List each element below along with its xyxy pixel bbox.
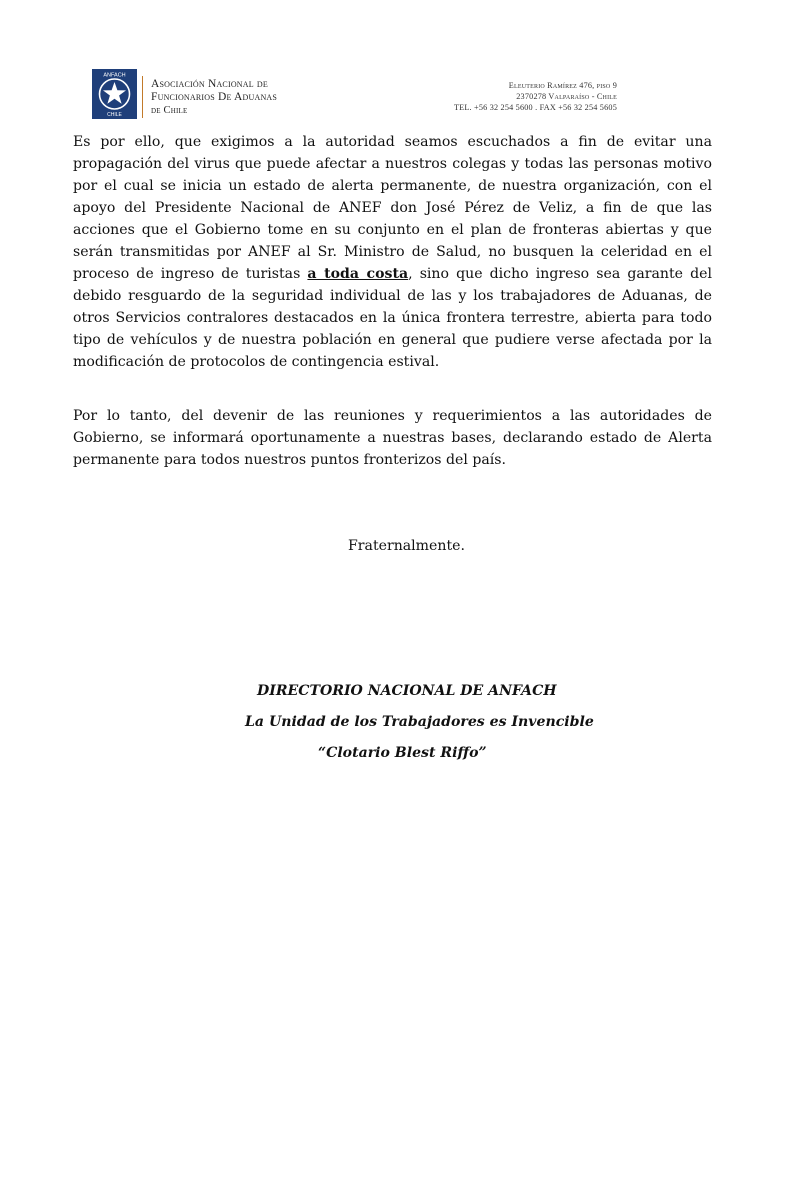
address-line-2: 2370278 Valparaíso - Chile	[516, 92, 617, 101]
address-line-3: TEL. +56 32 254 5600 . FAX +56 32 254 5605	[453, 103, 617, 112]
organization-address	[454, 80, 617, 113]
organization-name	[151, 78, 277, 117]
signature-line-2: La Unidad de los Trabajadores es Invencible	[245, 714, 594, 730]
org-line-2: Funcionarios De Aduanas	[151, 91, 278, 103]
anfach-logo	[92, 69, 137, 119]
paragraph-1-start: Es por ello, que exigimos a la autoridad seamos escuchados a fin de evitar una propagación del virus que puede afectar a nuestros colegas y todas las personas motivo por el cual se inicia un estado de alerta permanente, de nuestra organización, con el apoyo del Presidente Nacional de ANEF don José Pérez de Veliz, a fin de que las acciones que el Gobierno tome en su conjunto en el plan de fronteras abiertas y que serán transmitidas por ANEF al Sr. Ministro de Salud, no busquen la celeridad en el proceso de ingreso de turistas	[73, 134, 712, 282]
closing-salutation: Fraternalmente.	[348, 538, 465, 554]
paragraph-1-end: , sino que dicho ingreso sea garante del debido resguardo de la seguridad individual de las y los trabajadores de Aduanas, de otros Servicios contralores destacados en la única frontera terrestre, abierta para todo tipo de vehículos y de nuestra población en general que pudiere verse afectada por la modificación de protocolos de contingencia estival.	[73, 266, 712, 370]
signature-line-1: DIRECTORIO NACIONAL DE ANFACH	[257, 683, 557, 699]
address-line-1: Eleuterio Ramírez 476, piso 9	[508, 81, 617, 90]
org-line-3: de Chile	[151, 105, 188, 116]
emphasis-a-toda-costa: a toda costa	[307, 266, 409, 282]
body-paragraph-2: Por lo tanto, del devenir de las reuniones y requerimientos a las autoridades de Gobierno, se informará oportunamente a nuestras bases, declarando estado de Alerta permanente para todos nuestros puntos fronterizos del país.	[73, 408, 712, 468]
letterhead-divider	[142, 76, 143, 118]
logo-top-text: ANFACH	[103, 72, 126, 79]
body-paragraph-1	[73, 131, 712, 373]
logo-bottom-text: CHILE	[107, 112, 122, 118]
org-line-1: Asociación Nacional de	[151, 78, 268, 90]
signature-line-3: “Clotario Blest Riffo”	[318, 745, 487, 761]
